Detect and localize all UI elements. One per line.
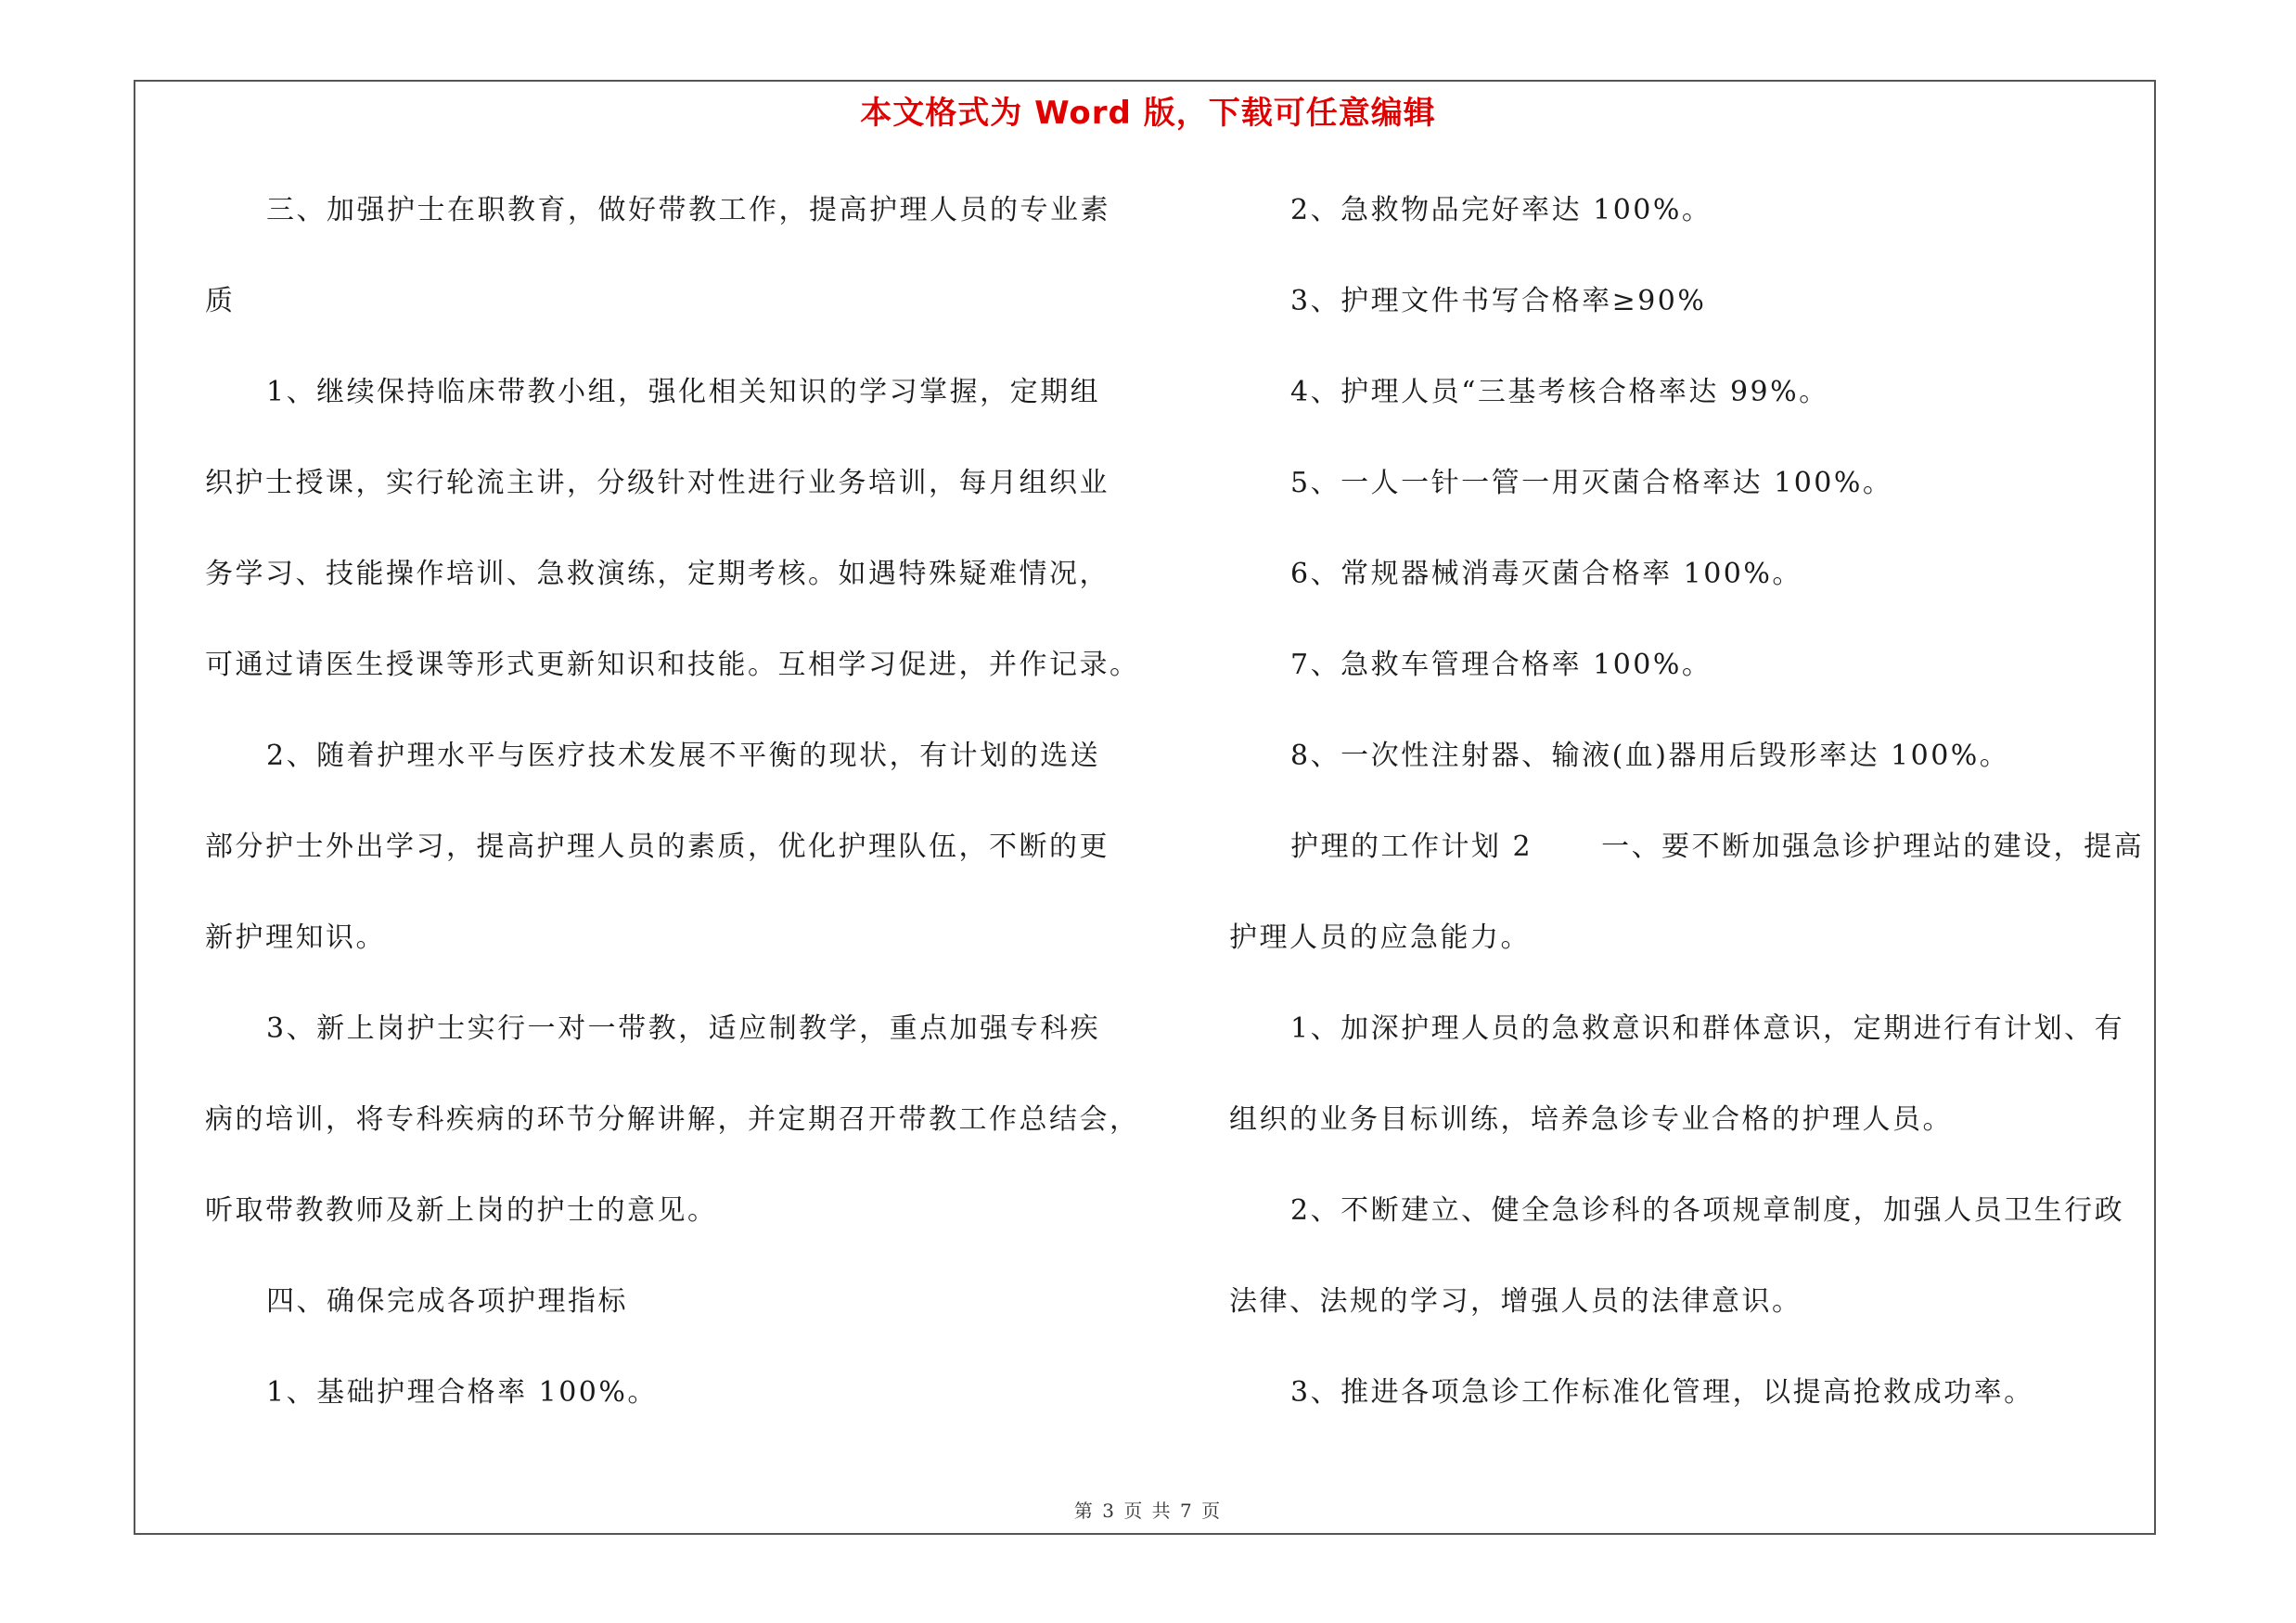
- paragraph-line: 3、推进各项急诊工作标准化管理，以提高抢救成功率。: [1290, 1376, 2034, 1409]
- section-heading: 四、确保完成各项护理指标: [266, 1285, 628, 1318]
- right-column: [1229, 182, 2152, 1455]
- paragraph-line: 5、一人一针一管一用灭菌合格率达 100%。: [1290, 467, 1893, 499]
- paragraph-line: 1、加深护理人员的急救意识和群体意识，定期进行有计划、有: [1290, 1012, 2125, 1045]
- editable-format-banner: 本文格式为 Word 版，下载可任意编辑: [860, 95, 1436, 132]
- plan-heading-line: [1229, 818, 2152, 909]
- paragraph-line: 织护士授课，实行轮流主讲，分级针对性进行业务培训，每月组织业: [205, 467, 1110, 499]
- paragraph-line: 7、急救车管理合格率 100%。: [1290, 649, 1712, 681]
- paragraph-line: 1、基础护理合格率 100%。: [266, 1376, 658, 1409]
- page-number-footer: 第 3 页 共 7 页: [1073, 1500, 1223, 1522]
- paragraph-line: 部分护士外出学习，提高护理人员的素质，优化护理队伍，不断的更: [205, 831, 1110, 863]
- paragraph-line: 听取带教教师及新上岗的护士的意见。: [205, 1194, 718, 1227]
- paragraph-line: 务学习、技能操作培训、急救演练，定期考核。如遇特殊疑难情况，: [205, 558, 1110, 590]
- paragraph-line: 2、急救物品完好率达 100%。: [1290, 194, 1712, 226]
- paragraph-line: 三、加强护士在职教育，做好带教工作，提高护理人员的专业素: [266, 194, 1110, 226]
- plan-title: 护理的工作计划 2: [1290, 831, 1533, 863]
- paragraph-line: 2、不断建立、健全急诊科的各项规章制度，加强人员卫生行政: [1290, 1194, 2125, 1227]
- paragraph-line: 护理人员的应急能力。: [1229, 921, 1531, 954]
- paragraph-line: 病的培训，将专科疾病的环节分解讲解，并定期召开带教工作总结会，: [205, 1103, 1140, 1136]
- paragraph-line: 可通过请医生授课等形式更新知识和技能。互相学习促进，并作记录。: [205, 649, 1140, 681]
- paragraph-line: 3、护理文件书写合格率≥90%: [1290, 285, 1707, 317]
- paragraph-line: 3、新上岗护士实行一对一带教，适应制教学，重点加强专科疾: [266, 1012, 1101, 1045]
- paragraph-line: 6、常规器械消毒灭菌合格率 100%。: [1290, 558, 1802, 590]
- paragraph-line: 1、继续保持临床带教小组，强化相关知识的学习掌握，定期组: [266, 376, 1101, 408]
- paragraph-line: 4、护理人员“三基考核合格率达 99%。: [1290, 376, 1829, 408]
- paragraph-line: 2、随着护理水平与医疗技术发展不平衡的现状，有计划的选送: [266, 740, 1101, 772]
- paragraph-line: 法律、法规的学习，增强人员的法律意识。: [1229, 1285, 1802, 1318]
- paragraph-line: 组织的业务目标训练，培养急诊专业合格的护理人员。: [1229, 1103, 1953, 1136]
- paragraph-line: 新护理知识。: [205, 921, 386, 954]
- paragraph-line: 质: [205, 285, 236, 317]
- plan-first-point: 一、要不断加强急诊护理站的建设，提高: [1601, 831, 2145, 863]
- paragraph-line: 8、一次性注射器、输液(血)器用后毁形率达 100%。: [1290, 740, 2010, 772]
- left-column: [205, 182, 1142, 1455]
